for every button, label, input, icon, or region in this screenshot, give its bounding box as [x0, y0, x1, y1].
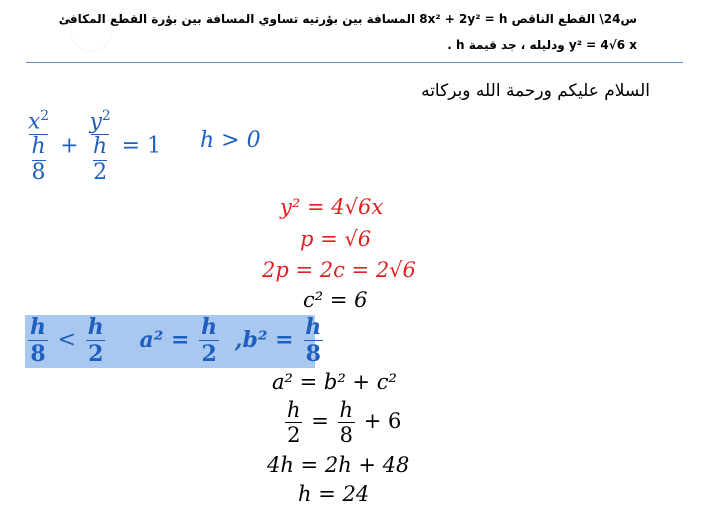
greeting: السلام عليكم ورحمة الله وبركاته	[421, 81, 650, 101]
final-answer: h = 24	[298, 482, 370, 506]
highlight-row: $\frac{h}{8}$ < $\frac{h}{2}$ a² = $\frac{h}{2}$ ,b² = $\frac{h}{8}$	[30, 314, 322, 367]
condition-h-positive: h > 0	[200, 128, 261, 153]
question-line-2: y² = 4√6 x ودليله ، جد قيمة h .	[447, 38, 637, 52]
fraction-h-8: $\frac{h}{8}$	[30, 314, 46, 367]
p-value: p = √6	[300, 227, 372, 251]
question-line-1: س24\ القطع الناقص 8x² + 2y² = h المسافة بين بؤرتيه تساوي المسافة بين بؤرة القطع المكافئ	[58, 12, 637, 26]
fraction-b2: $\frac{h}{8}$	[305, 314, 322, 367]
ellipse-equation: $x^2$ h 8 + $y^2$ h 2 = 1	[28, 108, 162, 185]
divider-line	[26, 62, 683, 63]
fraction-a2: $\frac{h}{2}$	[201, 314, 218, 367]
relation-abc: a² = b² + c²	[272, 370, 397, 394]
multiplied-eq: 4h = 2h + 48	[267, 453, 410, 477]
focal-distance: 2p = 2c = 2√6	[262, 258, 416, 282]
substitution-eq: $\frac{h}{2}$ = $\frac{h}{8}$ + 6	[287, 398, 402, 447]
fraction-x2: $x^2$ h 8	[28, 108, 50, 185]
c-squared: c² = 6	[303, 288, 368, 312]
parabola-eq: y² = 4√6x	[280, 195, 384, 219]
fraction-y2: $y^2$ h 2	[89, 108, 111, 185]
fraction-h-2: $\frac{h}{2}$	[87, 314, 104, 367]
